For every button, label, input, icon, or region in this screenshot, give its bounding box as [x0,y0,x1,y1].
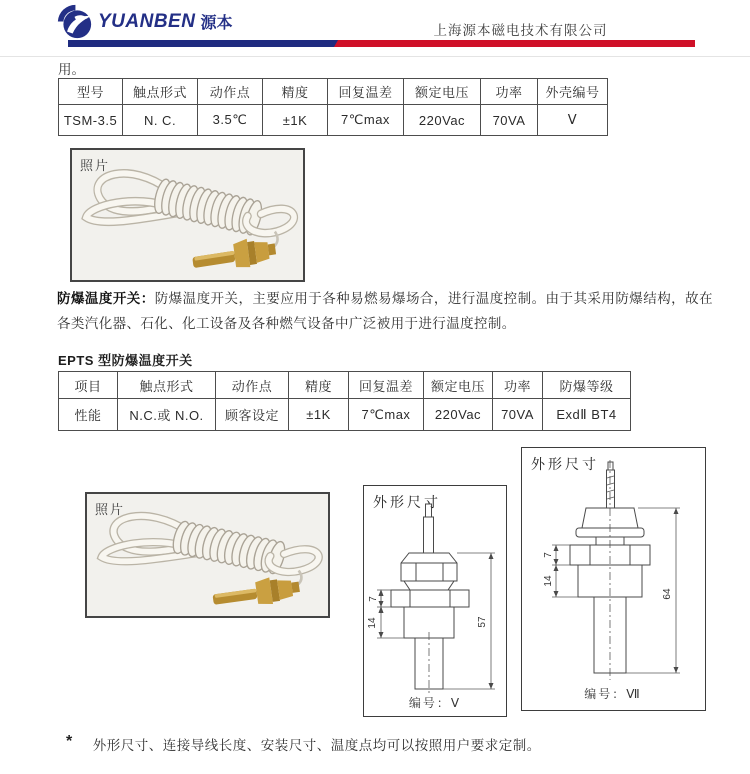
table-row [59,105,608,136]
yuanben-logo [56,3,232,40]
footer-note [66,734,541,754]
cell-power: 70VA [493,399,543,431]
dim-label-hex: 7 [543,552,554,558]
product-photo-box-2 [85,492,330,618]
epts-section-heading: EPTS 型防爆温度开关 [58,353,193,368]
spec-table-tsm [58,78,608,136]
cell-action-point: 3.5℃ [198,105,263,136]
cell-contact: N.C.或 N.O. [118,399,216,431]
intro-text: 用。 [58,62,85,77]
spec-table-epts [58,371,631,431]
col-header: 型号 [59,79,123,105]
logo-brand-cn: 源本 [200,15,233,32]
cell-voltage: 220Vac [424,399,493,431]
col-header: 动作点 [216,372,289,399]
table-header-row [59,372,631,399]
dim-label-total: 57 [477,616,488,628]
col-header: 精度 [289,372,349,399]
cell-voltage: 220Vac [404,105,481,136]
col-header: 功率 [493,372,543,399]
dimension-drawing-vii [521,447,706,711]
paragraph-lead: 防爆温度开关： [57,291,155,306]
drawing-code: 编号：Ⅴ [408,696,462,710]
photo-label: 照片 [80,158,111,173]
yuanben-logo-icon [56,3,93,40]
dim-label-total: 64 [662,588,673,600]
table-row [59,399,631,431]
header-divider-bar-red [334,40,695,47]
cell-power: 70VA [481,105,538,136]
dimension-drawing-v-figure [364,486,506,716]
asterisk-marker: * [66,733,73,750]
explosion-proof-description [57,286,713,336]
brass-probe [191,235,277,276]
cell-model: TSM-3.5 [59,105,123,136]
col-header: 触点形式 [123,79,198,105]
cell-ex-rating: ExdⅡ BT4 [543,399,631,431]
col-header: 防爆等级 [543,372,631,399]
scan-artifact-line [0,56,750,57]
logo-brand-en: YUANBEN [98,10,196,32]
footer-note-text: 外形尺寸、连接导线长度、安装尺寸、温度点均可以按照用户要求定制。 [92,738,541,753]
company-name: 上海源本磁电技术有限公司 [433,23,608,38]
col-header: 动作点 [198,79,263,105]
cell-contact: N. C. [123,105,198,136]
dim-label-hex: 7 [368,596,379,602]
table-header-row [59,79,608,105]
col-header: 项目 [59,372,118,399]
dimension-drawing-v [363,485,507,717]
cell-case-code: Ⅴ [538,105,608,136]
col-header: 额定电压 [404,79,481,105]
col-header: 回复温差 [328,79,404,105]
dim-label-body: 14 [543,575,554,587]
drawing-title: 外形尺寸 [531,456,599,472]
col-header: 触点形式 [118,372,216,399]
col-header: 回复温差 [349,372,424,399]
cell-action-point: 顾客设定 [216,399,289,431]
cell-accuracy: ±1K [289,399,349,431]
paragraph-body: 防爆温度开关，主要应用于各种易燃易爆场合，进行温度控制。由于其采用防爆结构，故在各类汽化器、石化、化工设备及各种燃气设备中广泛被用于进行温度控制。 [57,291,713,331]
photo-label: 照片 [95,502,126,517]
cell-item: 性能 [59,399,118,431]
cell-hysteresis: 7℃max [328,105,404,136]
drawing-title: 外形尺寸 [373,494,441,510]
col-header: 精度 [263,79,328,105]
product-photo-box-1 [70,148,305,282]
dimension-drawing-vii-figure [522,448,705,710]
col-header: 额定电压 [424,372,493,399]
dim-label-body: 14 [367,617,378,629]
cell-accuracy: ±1K [263,105,328,136]
header-divider-bar [68,40,695,47]
drawing-code: 编号：Ⅶ [584,687,642,701]
col-header: 功率 [481,79,538,105]
col-header: 外壳编号 [538,79,608,105]
cell-hysteresis: 7℃max [349,399,424,431]
